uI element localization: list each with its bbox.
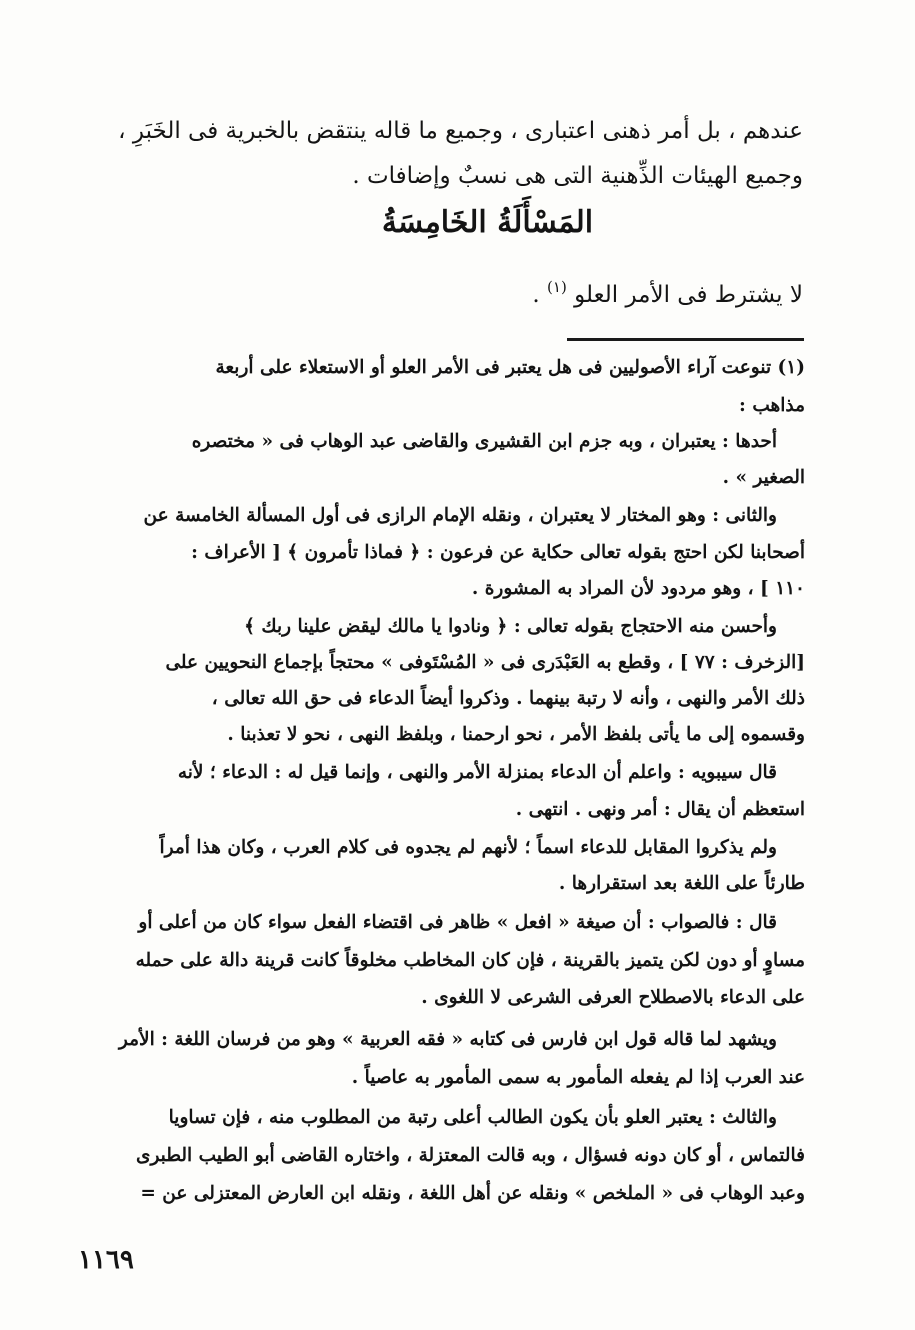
- footnote-line: وقسموه إلى ما يأتى بلفظ الأمر ، نحو ارحمنا ، وبلفظ النهى ، نحو لا تعذبنا .: [227, 724, 805, 745]
- footnote-line: استعظم أن يقال : أمر ونهى . انتهى .: [515, 799, 805, 820]
- footnote-line: الصغير » .: [722, 467, 805, 488]
- footnote-line: والثالث : يعتبر العلو بأن يكون الطالب أعلى رتبة من المطلوب منه ، فإن تساويا: [168, 1107, 777, 1128]
- footnote-line: عند العرب إذا لم يفعله المأمور به سمى المأمور به عاصياً .: [351, 1067, 805, 1088]
- footnote-line: والثانى : وهو المختار لا يعتبران ، ونقله الإمام الرازى فى أول المسألة الخامسة عن: [143, 505, 777, 526]
- footnote-line: وأحسن منه الاحتجاج بقوله تعالى : ﴿ ونادوا يا مالك ليقض علينا ربك ﴾: [244, 616, 777, 637]
- footnote-line: على الدعاء بالاصطلاح العرفى الشرعى لا اللغوى .: [421, 987, 805, 1008]
- footnote-line: ١١٠ ] ، وهو مردود لأن المراد به المشورة .: [471, 578, 805, 599]
- main-text-line-3-end: .: [532, 282, 540, 308]
- footnote-line: مذاهب :: [739, 395, 805, 416]
- footnote-line: مساوٍ أو دون لكن يتميز بالقرينة ، فإن كان المخاطب مخلوقاً كانت قرينة دالة على حمله: [135, 950, 805, 971]
- footnote-line: قال : فالصواب : أن صيغة « افعل » ظاهر فى اقتضاء الفعل سواء كان من أعلى أو: [138, 912, 777, 933]
- main-text-line-2: وجميع الهيئات الذِّهنية التى هى نسبٌ وإضافات .: [352, 163, 803, 189]
- main-text-line-3: [532, 278, 803, 308]
- footnote-line: فالتماس ، أو كان دونه فسؤال ، وبه قالت المعتزلة ، واختاره القاضى أبو الطيب الطبرى: [135, 1145, 805, 1166]
- footnote-line: [الزخرف : ٧٧ ] ، وقطع به العَبْدَرى فى « المُسْتَوفى » محتجاً بإجماع النحويين على: [165, 652, 805, 673]
- section-title: المَسْأَلَةُ الخَامِسَةُ: [381, 205, 594, 240]
- footnote-line: أصحابنا لكن احتج بقوله تعالى حكاية عن فرعون : ﴿ فماذا تأمرون ﴾ [ الأعراف :: [191, 542, 805, 563]
- footnote-line: (١) تنوعت آراء الأصوليين فى هل يعتبر فى الأمر العلو أو الاستعلاء على أربعة: [215, 357, 805, 378]
- footnote-reference: (١): [547, 278, 567, 296]
- main-text-line-1: عندهم ، بل أمر ذهنى اعتبارى ، وجميع ما قاله ينتقض بالخبرية فى الخَبَرِ ،: [118, 118, 803, 144]
- footnote-line: طارئاً على اللغة بعد استقرارها .: [558, 873, 805, 894]
- footnote-line: ويشهد لما قاله قول ابن فارس فى كتابه « فقه العربية » وهو من فرسان اللغة : الأمر: [118, 1029, 777, 1050]
- page-number: ١١٦٩: [78, 1245, 134, 1275]
- footnote-line: ولم يذكروا المقابل للدعاء اسماً ؛ لأنهم لم يجدوه فى كلام العرب ، وكان هذا أمراً: [159, 837, 777, 858]
- footnote-line: ذلك الأمر والنهى ، وأنه لا رتبة بينهما . وذكروا أيضاً الدعاء فى حق الله تعالى ،: [211, 688, 805, 709]
- footnote-line: قال سيبويه : واعلم أن الدعاء بمنزلة الأمر والنهى ، وإنما قيل له : الدعاء ؛ لأنه: [177, 762, 777, 783]
- footnote-separator: [567, 338, 804, 341]
- footnote-line: أحدها : يعتبران ، وبه جزم ابن القشيرى والقاضى عبد الوهاب فى « مختصره: [191, 431, 777, 452]
- main-text-line-3-text: لا يشترط فى الأمر العلو: [574, 282, 803, 308]
- footnote-line: وعبد الوهاب فى « الملخص » ونقله عن أهل اللغة ، ونقله ابن العارض المعتزلى عن =: [140, 1183, 805, 1204]
